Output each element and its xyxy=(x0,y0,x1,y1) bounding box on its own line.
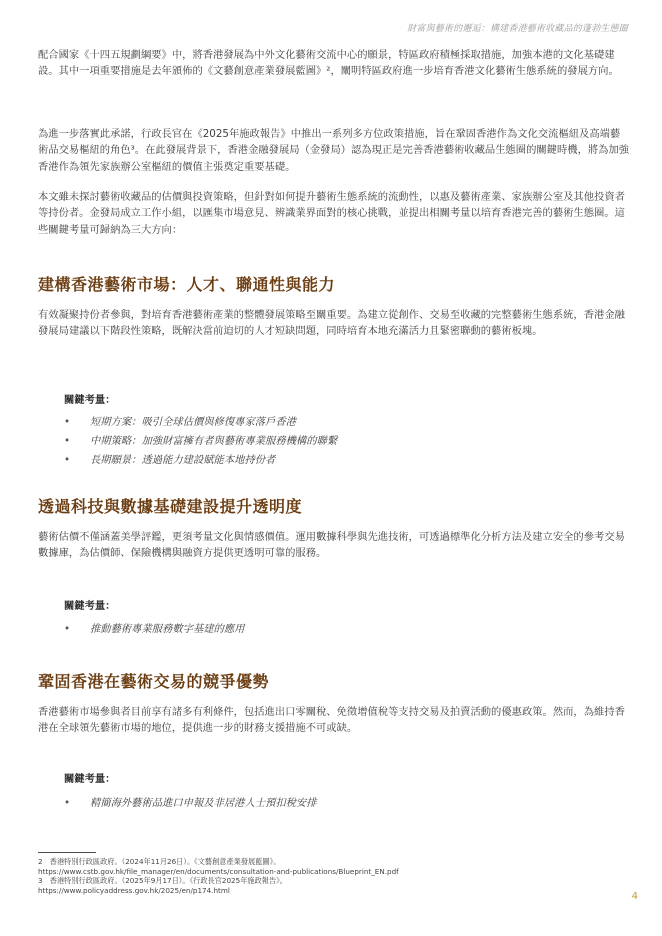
consideration-item xyxy=(64,620,244,639)
bullet-icon: • xyxy=(64,454,71,466)
section-body: 有效凝聚持份者參與，對培育香港藝術產業的整體發展策略至關重要。為建立從創作、交易至收藏的完整藝術生態系統，香港金融發展局建議以下階段性策略，既解決當前迫切的人才短缺問題，同時培育本地充滿活力且緊密聯動的藝術板塊。 xyxy=(38,309,625,338)
intro-paragraph-2 xyxy=(38,126,630,175)
footnote-divider xyxy=(38,852,96,853)
footnote-2-citation: 2 香港特別行政區政府。（2024年11月26日）。《文藝創意產業發展藍圖》。 xyxy=(38,857,281,866)
bullet-icon: • xyxy=(64,416,71,428)
consideration-text: 精簡海外藝術品進口申報及非居港人士預扣稅安排 xyxy=(90,797,317,809)
bullet-icon: • xyxy=(64,623,71,635)
footnote-3-url[interactable]: https://www.policyaddress.gov.hk/2025/en/p174.html xyxy=(38,885,230,895)
intro-paragraph-2-text: 為進一步落實此承諾，行政長官在《2025年施政報告》中推出一系列多方位政策措施，旨在鞏固香港作為文化交流樞紐及高端藝術品交易樞紐的角色³。在此發展背景下，香港金融發展局（金發局）認為現正是完善香港藝術收藏品生態圈的關鍵時機，將為加強香港作為領先家族辦公室樞紐的價值主張奠定重要基礎。 xyxy=(38,128,630,173)
intro-paragraph-3 xyxy=(38,189,630,238)
key-considerations-label: 關鍵考量： xyxy=(64,600,116,612)
consideration-item xyxy=(64,432,337,451)
section-body: 香港藝術市場參與者目前享有諸多有利條件，包括進出口零關稅、免徵增值稅等支持交易及拍賣活動的優惠政策。然而，為維持香港在全球領先藝術市場的地位，提供進一步的財務支援措施不可或缺。 xyxy=(38,706,625,735)
footnote-3-citation: 3 香港特別行政區政府。（2025年9月17日）。《行政長官2025年施政報告》。 xyxy=(38,876,287,886)
section-1-body-block xyxy=(38,307,630,340)
key-considerations-label: 關鍵考量： xyxy=(64,394,116,406)
section-3-body-block xyxy=(38,704,630,737)
section-3-heading-block xyxy=(38,669,630,692)
key-considerations-list xyxy=(64,413,337,470)
section-body: 藝術估價不僅涵蓋美學評鑑，更須考量文化與情感價值。運用數據科學與先進技術，可透過標準化分析方法及建立安全的參考交易數據庫，為估價師、保險機構與融資方提供更透明可靠的服務。 xyxy=(38,531,625,560)
consideration-text: 短期方案：吸引全球估價與修復專家落戶香港 xyxy=(90,416,296,428)
consideration-text: 推動藝術專業服務數字基建的應用 xyxy=(90,623,245,635)
key-considerations-list xyxy=(64,620,244,639)
section-heading: 透過科技與數據基礎建設提升透明度 xyxy=(38,497,303,516)
consideration-item xyxy=(64,451,337,470)
consideration-text: 中期策略：加強財富擁有者與藝術專業服務機構的聯繫 xyxy=(90,435,338,447)
footnotes xyxy=(38,857,598,895)
consideration-item xyxy=(64,413,337,432)
intro-paragraph-1-text: 配合國家《十四五規劃綱要》中，將香港發展為中外文化藝術交流中心的願景，特區政府積極採取措施，加強本港的文化基礎建設。其中一項重要措施是去年頒佈的《文藝創意產業發展藍圖》²，闡明特區政府進一步培育香港文化藝術生態系統的發展方向。 xyxy=(38,49,619,78)
intro-paragraph-1 xyxy=(38,47,630,80)
section-2-heading-block xyxy=(38,494,630,517)
consideration-text: 長期願景：透過能力建設賦能本地持份者 xyxy=(90,454,276,466)
key-considerations-label: 關鍵考量： xyxy=(64,773,116,785)
intro-paragraph-3-text: 本文雖未探討藝術收藏品的估價與投資策略，但針對如何提升藝術生態系統的流動性，以惠及藝術產業、家族辦公室及其他投資者等持份者。金發局成立工作小組，以匯集市場意見、辨識業界面對的核心挑戰，並提出相關考量以培育香港完善的藝術生態圈。這些關鍵考量可歸納為三大方向： xyxy=(38,191,625,236)
section-heading: 鞏固香港在藝術交易的競爭優勢 xyxy=(38,672,270,691)
section-1-heading-block xyxy=(38,272,630,295)
page-number: 4 xyxy=(631,891,638,902)
footnote-2-url[interactable]: https://www.cstb.gov.hk/file_manager/en/documents/consultation-and-publications/Blueprint_EN.pdf xyxy=(38,866,399,876)
bullet-icon: • xyxy=(64,797,71,809)
section-heading: 建構香港藝術市場：人才、聯通性與能力 xyxy=(38,275,336,294)
key-considerations-list xyxy=(64,794,317,813)
section-2-body-block xyxy=(38,529,630,562)
consideration-item xyxy=(64,794,317,813)
bullet-icon: • xyxy=(64,435,71,447)
running-header-title: 財富與藝術的邂逅：構建香港藝術收藏品的蓬勃生態圈 xyxy=(407,24,628,34)
